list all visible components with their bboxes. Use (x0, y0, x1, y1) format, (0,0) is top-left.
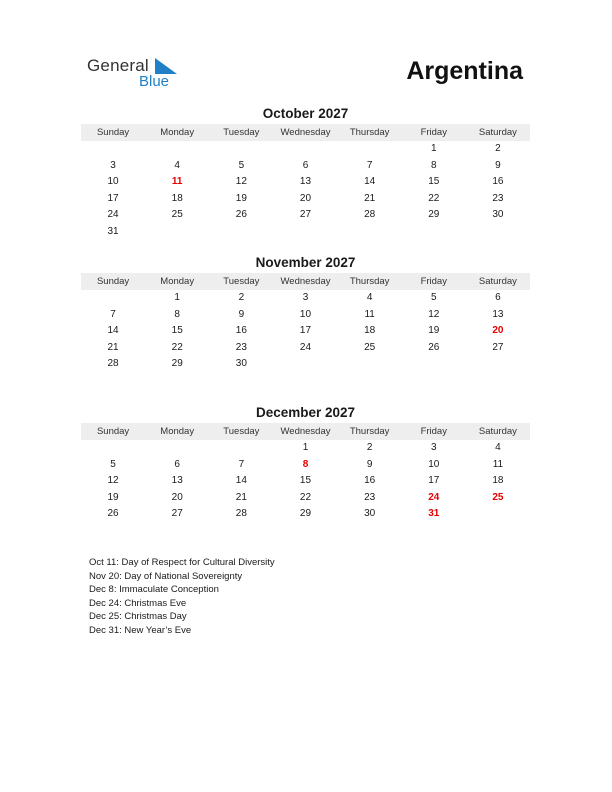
week-row (81, 490, 530, 507)
holiday-day-cell: 20 (492, 325, 504, 337)
weekday-label: Saturday (478, 426, 517, 437)
day-cell: 13 (171, 475, 183, 487)
week-row (81, 457, 530, 474)
weekday-label: Friday (420, 426, 447, 437)
day-cell: 25 (171, 209, 183, 221)
day-cell: 12 (107, 475, 119, 487)
day-cell: 13 (299, 176, 312, 188)
day-cell: 19 (235, 192, 247, 204)
weekday-header (81, 124, 530, 141)
day-cell: 21 (107, 341, 119, 353)
empty-day-cell (466, 506, 530, 523)
weekday-label: Saturday (478, 276, 517, 287)
holiday-note: Dec 25: Christmas Day (89, 611, 187, 623)
day-cell: 28 (107, 358, 119, 370)
empty-day-cell (338, 224, 402, 241)
holiday-notes (89, 556, 275, 638)
day-cell: 25 (364, 341, 376, 353)
week-row (81, 207, 530, 224)
weekday-label: Monday (160, 426, 195, 437)
day-cell: 28 (364, 209, 376, 221)
day-cell: 20 (171, 491, 183, 503)
weekday-label: Wednesday (280, 127, 331, 138)
empty-day-cell (466, 224, 530, 241)
holiday-note: Dec 31: New Year’s Eve (89, 624, 192, 636)
weekday-label: Saturday (478, 127, 517, 138)
month-november (81, 254, 530, 373)
day-cell: 4 (366, 292, 373, 303)
day-cell: 14 (364, 176, 376, 188)
day-cell: 5 (430, 292, 437, 303)
day-cell: 10 (299, 308, 312, 320)
day-cell: 23 (235, 341, 247, 353)
day-cell: 6 (302, 159, 309, 171)
empty-day-cell (145, 440, 209, 457)
day-cell: 19 (107, 491, 119, 503)
holiday-note: Oct 11: Day of Respect for Cultural Diversity (89, 557, 275, 568)
day-cell: 23 (364, 491, 376, 503)
day-cell: 6 (495, 292, 501, 303)
day-cell: 10 (428, 458, 440, 470)
day-cell: 30 (235, 358, 247, 370)
holiday-day-cell: 8 (302, 458, 309, 470)
day-cell: 21 (235, 491, 247, 503)
weekday-label: Sunday (96, 426, 130, 437)
logo-text-main: General (87, 56, 149, 75)
day-cell: 4 (495, 442, 501, 453)
day-cell: 7 (366, 159, 373, 171)
day-cell: 1 (430, 143, 437, 154)
day-cell: 10 (107, 176, 119, 188)
day-cell: 24 (107, 209, 119, 221)
day-cell: 17 (299, 325, 312, 337)
day-cell: 17 (428, 475, 440, 487)
day-cell: 26 (235, 209, 247, 221)
day-cell: 2 (238, 292, 245, 303)
weekday-label: Tuesday (223, 426, 260, 437)
weekday-label: Friday (420, 127, 447, 138)
day-cell: 30 (364, 508, 376, 520)
month-title: October 2027 (262, 106, 349, 121)
day-cell: 3 (302, 292, 309, 303)
day-cell: 7 (110, 308, 116, 320)
day-cell: 5 (110, 458, 116, 470)
day-cell: 14 (107, 325, 119, 337)
day-cell: 4 (174, 159, 180, 171)
month-title: November 2027 (255, 255, 356, 270)
month-grid (81, 440, 530, 523)
weekday-label: Thursday (349, 276, 390, 287)
day-cell: 5 (238, 159, 245, 171)
day-cell: 7 (238, 458, 245, 470)
day-cell: 17 (107, 192, 119, 204)
logo-triangle-icon (155, 58, 177, 74)
month-grid (81, 290, 530, 373)
holiday-note: Nov 20: Day of National Sovereignty (89, 570, 243, 582)
week-row (81, 307, 530, 324)
weekday-label: Monday (160, 276, 195, 287)
empty-day-cell (466, 356, 530, 373)
holiday-day-cell: 24 (428, 491, 440, 503)
weekday-label: Wednesday (280, 426, 331, 437)
day-cell: 24 (299, 341, 312, 353)
empty-day-cell (209, 440, 273, 457)
day-cell: 14 (235, 475, 247, 487)
day-cell: 27 (492, 341, 504, 353)
day-cell: 20 (299, 192, 312, 204)
day-cell: 18 (171, 192, 183, 204)
day-cell: 18 (492, 475, 504, 487)
week-row (81, 158, 530, 175)
weekday-header (81, 423, 530, 440)
weekday-label: Thursday (349, 426, 390, 437)
week-row (81, 340, 530, 357)
empty-day-cell (209, 141, 273, 158)
empty-day-cell (209, 224, 273, 241)
day-cell: 29 (299, 508, 312, 520)
weekday-label: Sunday (96, 276, 130, 287)
day-cell: 27 (299, 209, 312, 221)
week-row (81, 141, 530, 158)
empty-day-cell (273, 224, 337, 241)
week-row (81, 191, 530, 208)
empty-day-cell (338, 141, 402, 158)
day-cell: 2 (495, 143, 501, 154)
day-cell: 15 (171, 325, 183, 337)
day-cell: 22 (299, 491, 312, 503)
weekday-label: Tuesday (223, 127, 260, 138)
day-cell: 26 (428, 341, 440, 353)
day-cell: 1 (174, 292, 180, 303)
day-cell: 27 (171, 508, 183, 520)
day-cell: 16 (492, 176, 504, 188)
empty-day-cell (81, 290, 145, 307)
week-row (81, 290, 530, 307)
weekday-label: Friday (420, 276, 447, 287)
day-cell: 29 (428, 209, 440, 221)
day-cell: 1 (302, 442, 309, 453)
empty-day-cell (338, 356, 402, 373)
day-cell: 23 (492, 192, 504, 204)
day-cell: 9 (238, 308, 245, 320)
empty-day-cell (273, 141, 337, 158)
week-row (81, 224, 530, 241)
day-cell: 3 (430, 442, 437, 453)
day-cell: 6 (174, 458, 180, 470)
holiday-note: Dec 8: Immaculate Conception (89, 584, 219, 596)
week-row (81, 356, 530, 373)
month-title: December 2027 (255, 405, 356, 420)
weekday-header (81, 273, 530, 290)
month-grid (81, 141, 530, 241)
week-row (81, 323, 530, 340)
empty-day-cell (145, 141, 209, 158)
empty-day-cell (145, 224, 209, 241)
day-cell: 12 (428, 308, 440, 320)
country-title: Argentina (406, 57, 523, 85)
day-cell: 26 (107, 508, 119, 520)
weekday-label: Thursday (349, 127, 390, 138)
empty-day-cell (402, 224, 466, 241)
month-december (81, 404, 530, 523)
day-cell: 19 (428, 325, 440, 337)
month-october (81, 105, 530, 241)
logo (87, 56, 187, 92)
day-cell: 30 (492, 209, 504, 221)
day-cell: 11 (492, 458, 504, 470)
holiday-note: Dec 24: Christmas Eve (89, 597, 187, 609)
logo-text-sub: Blue (139, 73, 170, 90)
day-cell: 15 (299, 475, 312, 487)
day-cell: 11 (364, 308, 375, 320)
holiday-day-cell: 11 (171, 176, 183, 188)
holiday-day-cell: 31 (428, 508, 440, 520)
week-row (81, 473, 530, 490)
day-cell: 16 (235, 325, 247, 337)
weekday-label: Sunday (96, 127, 130, 138)
weekday-label: Monday (160, 127, 195, 138)
day-cell: 18 (364, 325, 376, 337)
holiday-day-cell: 25 (492, 491, 504, 503)
day-cell: 13 (492, 308, 504, 320)
day-cell: 31 (107, 225, 119, 237)
weekday-label: Tuesday (223, 276, 260, 287)
day-cell: 8 (174, 308, 180, 320)
weekday-label: Wednesday (280, 276, 331, 287)
day-cell: 2 (366, 442, 373, 453)
week-row (81, 440, 530, 457)
empty-day-cell (273, 356, 337, 373)
day-cell: 22 (428, 192, 440, 204)
day-cell: 21 (364, 192, 376, 204)
day-cell: 8 (430, 159, 437, 171)
day-cell: 9 (366, 458, 373, 470)
day-cell: 12 (235, 176, 247, 188)
empty-day-cell (81, 440, 145, 457)
week-row (81, 506, 530, 523)
day-cell: 15 (428, 176, 440, 188)
week-row (81, 174, 530, 191)
day-cell: 3 (110, 159, 116, 171)
day-cell: 9 (495, 159, 501, 171)
day-cell: 29 (171, 358, 183, 370)
day-cell: 22 (171, 341, 183, 353)
empty-day-cell (402, 356, 466, 373)
empty-day-cell (81, 141, 145, 158)
day-cell: 28 (235, 508, 247, 520)
day-cell: 16 (364, 475, 376, 487)
